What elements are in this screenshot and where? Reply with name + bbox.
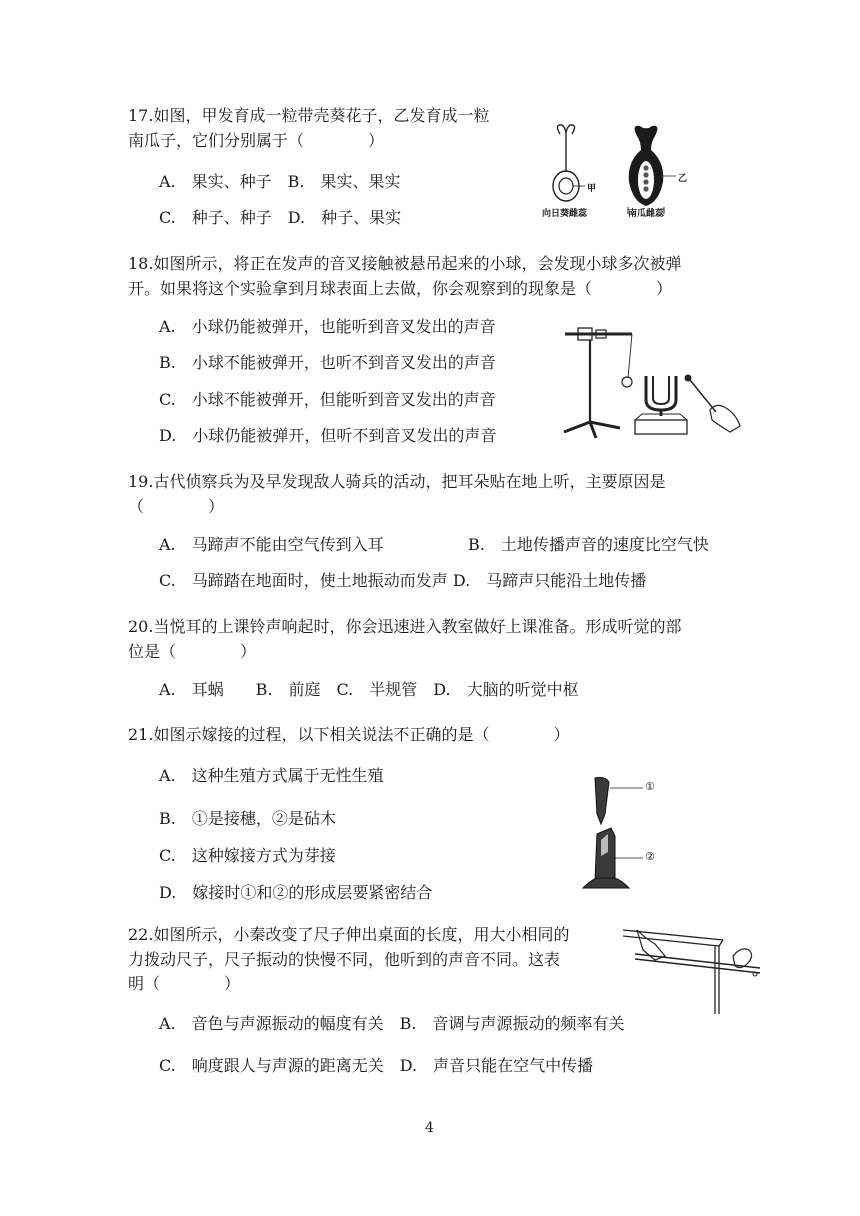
q19-stem-line2: （ ）	[128, 497, 225, 516]
q21-label-1: ①	[645, 780, 655, 793]
q21-option-d: D. 嫁接时①和②的形成层要紧密结合	[159, 883, 433, 902]
q19-option-a: A. 马蹄声不能由空气传到入耳	[159, 535, 384, 554]
q18-tuning-fork-figure	[560, 314, 745, 444]
q17-pistil-figure	[542, 120, 730, 220]
q17-caption-pumpkin: 南瓜雌蕊	[628, 209, 665, 219]
q18-option-a: A. 小球仍能被弹开，也能听到音叉发出的声音	[159, 317, 496, 336]
q17-label-jia: 甲	[587, 184, 597, 194]
q17-stem-line1: 17.如图，甲发育成一粒带壳葵花子，乙发育成一粒	[128, 106, 490, 125]
q21-stem: 21.如图示嫁接的过程，以下相关说法不正确的是（ ）	[128, 725, 570, 744]
q17-options-cd: C. 种子、种子 D. 种子、果实	[159, 208, 402, 227]
q17-stem-line2: 南瓜子，它们分别属于（ ）	[128, 131, 385, 150]
q22-stem-line2: 力拨动尺子，尺子振动的快慢不同，他听到的声音不同。这表	[128, 950, 561, 969]
q17-options-ab: A. 果实、种子 B. 果实、果实	[159, 172, 401, 191]
q21-label-2: ②	[645, 850, 655, 863]
q22-stem-line1: 22.如图所示，小秦改变了尺子伸出桌面的长度，用大小相同的	[128, 925, 570, 944]
q21-option-a: A. 这种生殖方式属于无性生殖	[159, 766, 384, 785]
q19-option-cd: C. 马蹄踏在地面时，使土地振动而发声 D. 马蹄声只能沿土地传播	[159, 571, 647, 590]
q20-stem-line1: 20.当悦耳的上课铃声响起时，你会迅速进入教室做好上课准备。形成听觉的部	[128, 617, 682, 636]
q22-options-ab: A. 音色与声源振动的幅度有关 B. 音调与声源振动的频率有关	[159, 1014, 625, 1033]
q22-stem-line3: 明（ ）	[128, 974, 241, 993]
page-number: 4	[425, 1120, 434, 1136]
q17-label-yi: 乙	[678, 174, 688, 184]
q22-options-cd: C. 响度跟人与声源的距离无关 D. 声音只能在空气中传播	[159, 1056, 594, 1075]
q22-ruler-figure	[615, 916, 775, 1016]
q20-options: A. 耳蜗 B. 前庭 C. 半规管 D. 大脑的听觉中枢	[159, 680, 579, 699]
q18-option-c: C. 小球不能被弹开，但能听到音叉发出的声音	[159, 390, 496, 409]
q21-option-b: B. ①是接穗，②是砧木	[159, 809, 336, 828]
q21-grafting-figure	[575, 774, 665, 896]
q19-option-b: B. 土地传播声音的速度比空气快	[468, 535, 709, 554]
q18-option-b: B. 小球不能被弹开，也听不到音叉发出的声音	[159, 353, 496, 372]
q18-stem-line1: 18.如图所示，将正在发声的音叉接触被悬吊起来的小球，会发现小球多次被弹	[128, 254, 682, 273]
q17-caption-sunflower: 向日葵雌蕊	[542, 209, 588, 219]
q18-stem-line2: 开。如果将这个实验拿到月球表面上去做，你会观察到的现象是（ ）	[128, 279, 673, 298]
q18-option-d: D. 小球仍能被弹开，但听不到音叉发出的声音	[159, 426, 497, 445]
q20-stem-line2: 位是（ ）	[128, 642, 257, 661]
q21-option-c: C. 这种嫁接方式为芽接	[159, 846, 336, 865]
q19-stem-line1: 19.古代侦察兵为及早发现敌人骑兵的活动，把耳朵贴在地上听，主要原因是	[128, 472, 666, 491]
